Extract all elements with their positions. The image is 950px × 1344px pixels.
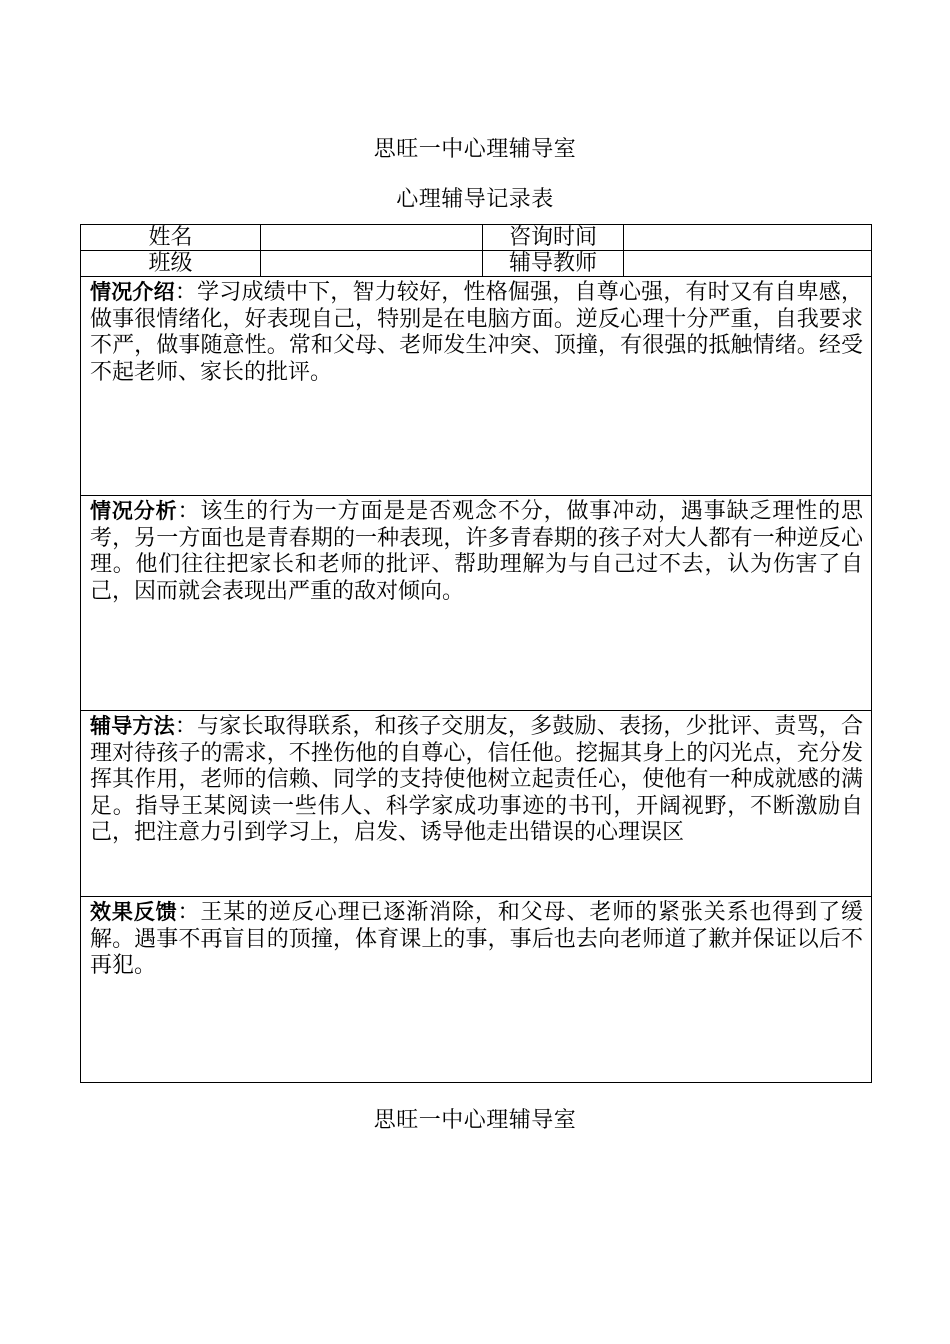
intro-text: ：学习成绩中下，智力较好，性格倔强，自尊心强，有时又有自卑感，做事很情绪化，好表现自己，特别是在电脑方面。逆反心理十分严重，自我要求不严，做事随意性。常和父母、老师发生冲突、顶撞，有很强的抵触情绪。经受不起老师、家长的批评。 [90, 280, 863, 385]
intro-label: 情况介绍 [90, 280, 175, 304]
consult-time-label: 咨询时间 [483, 225, 624, 251]
footer-school: 思旺一中心理辅导室 [373, 1108, 577, 1133]
teacher-label: 辅导教师 [483, 251, 624, 277]
counseling-record-table [80, 224, 872, 1083]
info-row-2 [81, 251, 872, 277]
form-title: 心理辅导记录表 [396, 187, 554, 212]
info-row-1 [81, 225, 872, 251]
method-label: 辅导方法 [90, 714, 175, 738]
name-label: 姓名 [81, 225, 261, 251]
analysis-section [81, 496, 872, 711]
effect-text: ：王某的逆反心理已逐渐消除，和父母、老师的紧张关系也得到了缓解。遇事不再盲目的顶撞，体育课上的事，事后也去向老师道了歉并保证以后不再犯。 [90, 900, 863, 978]
method-section [81, 711, 872, 897]
consult-time-value [624, 225, 872, 251]
class-value [261, 251, 483, 277]
analysis-text: ：该生的行为一方面是是否观念不分，做事冲动，遇事缺乏理性的思考，另一方面也是青春期的一种表现，许多青春期的孩子对大人都有一种逆反心理。他们往往把家长和老师的批评、帮助理解为与自己过不去，认为伤害了自己，因而就会表现出严重的敌对倾向。 [90, 499, 863, 604]
method-text: ：与家长取得联系，和孩子交朋友，多鼓励、表扬，少批评、责骂，合理对待孩子的需求，不挫伤他的自尊心，信任他。挖掘其身上的闪光点，充分发挥其作用，老师的信赖、同学的支持使他树立起责任心，使他有一种成就感的满足。指导王某阅读一些伟人、科学家成功事迹的书刊，开阔视野，不断激励自己，把注意力引到学习上，启发、诱导他走出错误的心理误区 [90, 714, 863, 845]
method-row [81, 711, 872, 897]
teacher-value [624, 251, 872, 277]
analysis-row [81, 496, 872, 711]
school-heading: 思旺一中心理辅导室 [373, 137, 577, 162]
intro-section [81, 277, 872, 496]
analysis-label: 情况分析 [90, 499, 178, 523]
intro-row [81, 277, 872, 496]
effect-section [81, 897, 872, 1083]
effect-label: 效果反馈 [90, 900, 178, 924]
class-label: 班级 [81, 251, 261, 277]
name-value [261, 225, 483, 251]
effect-row [81, 897, 872, 1083]
